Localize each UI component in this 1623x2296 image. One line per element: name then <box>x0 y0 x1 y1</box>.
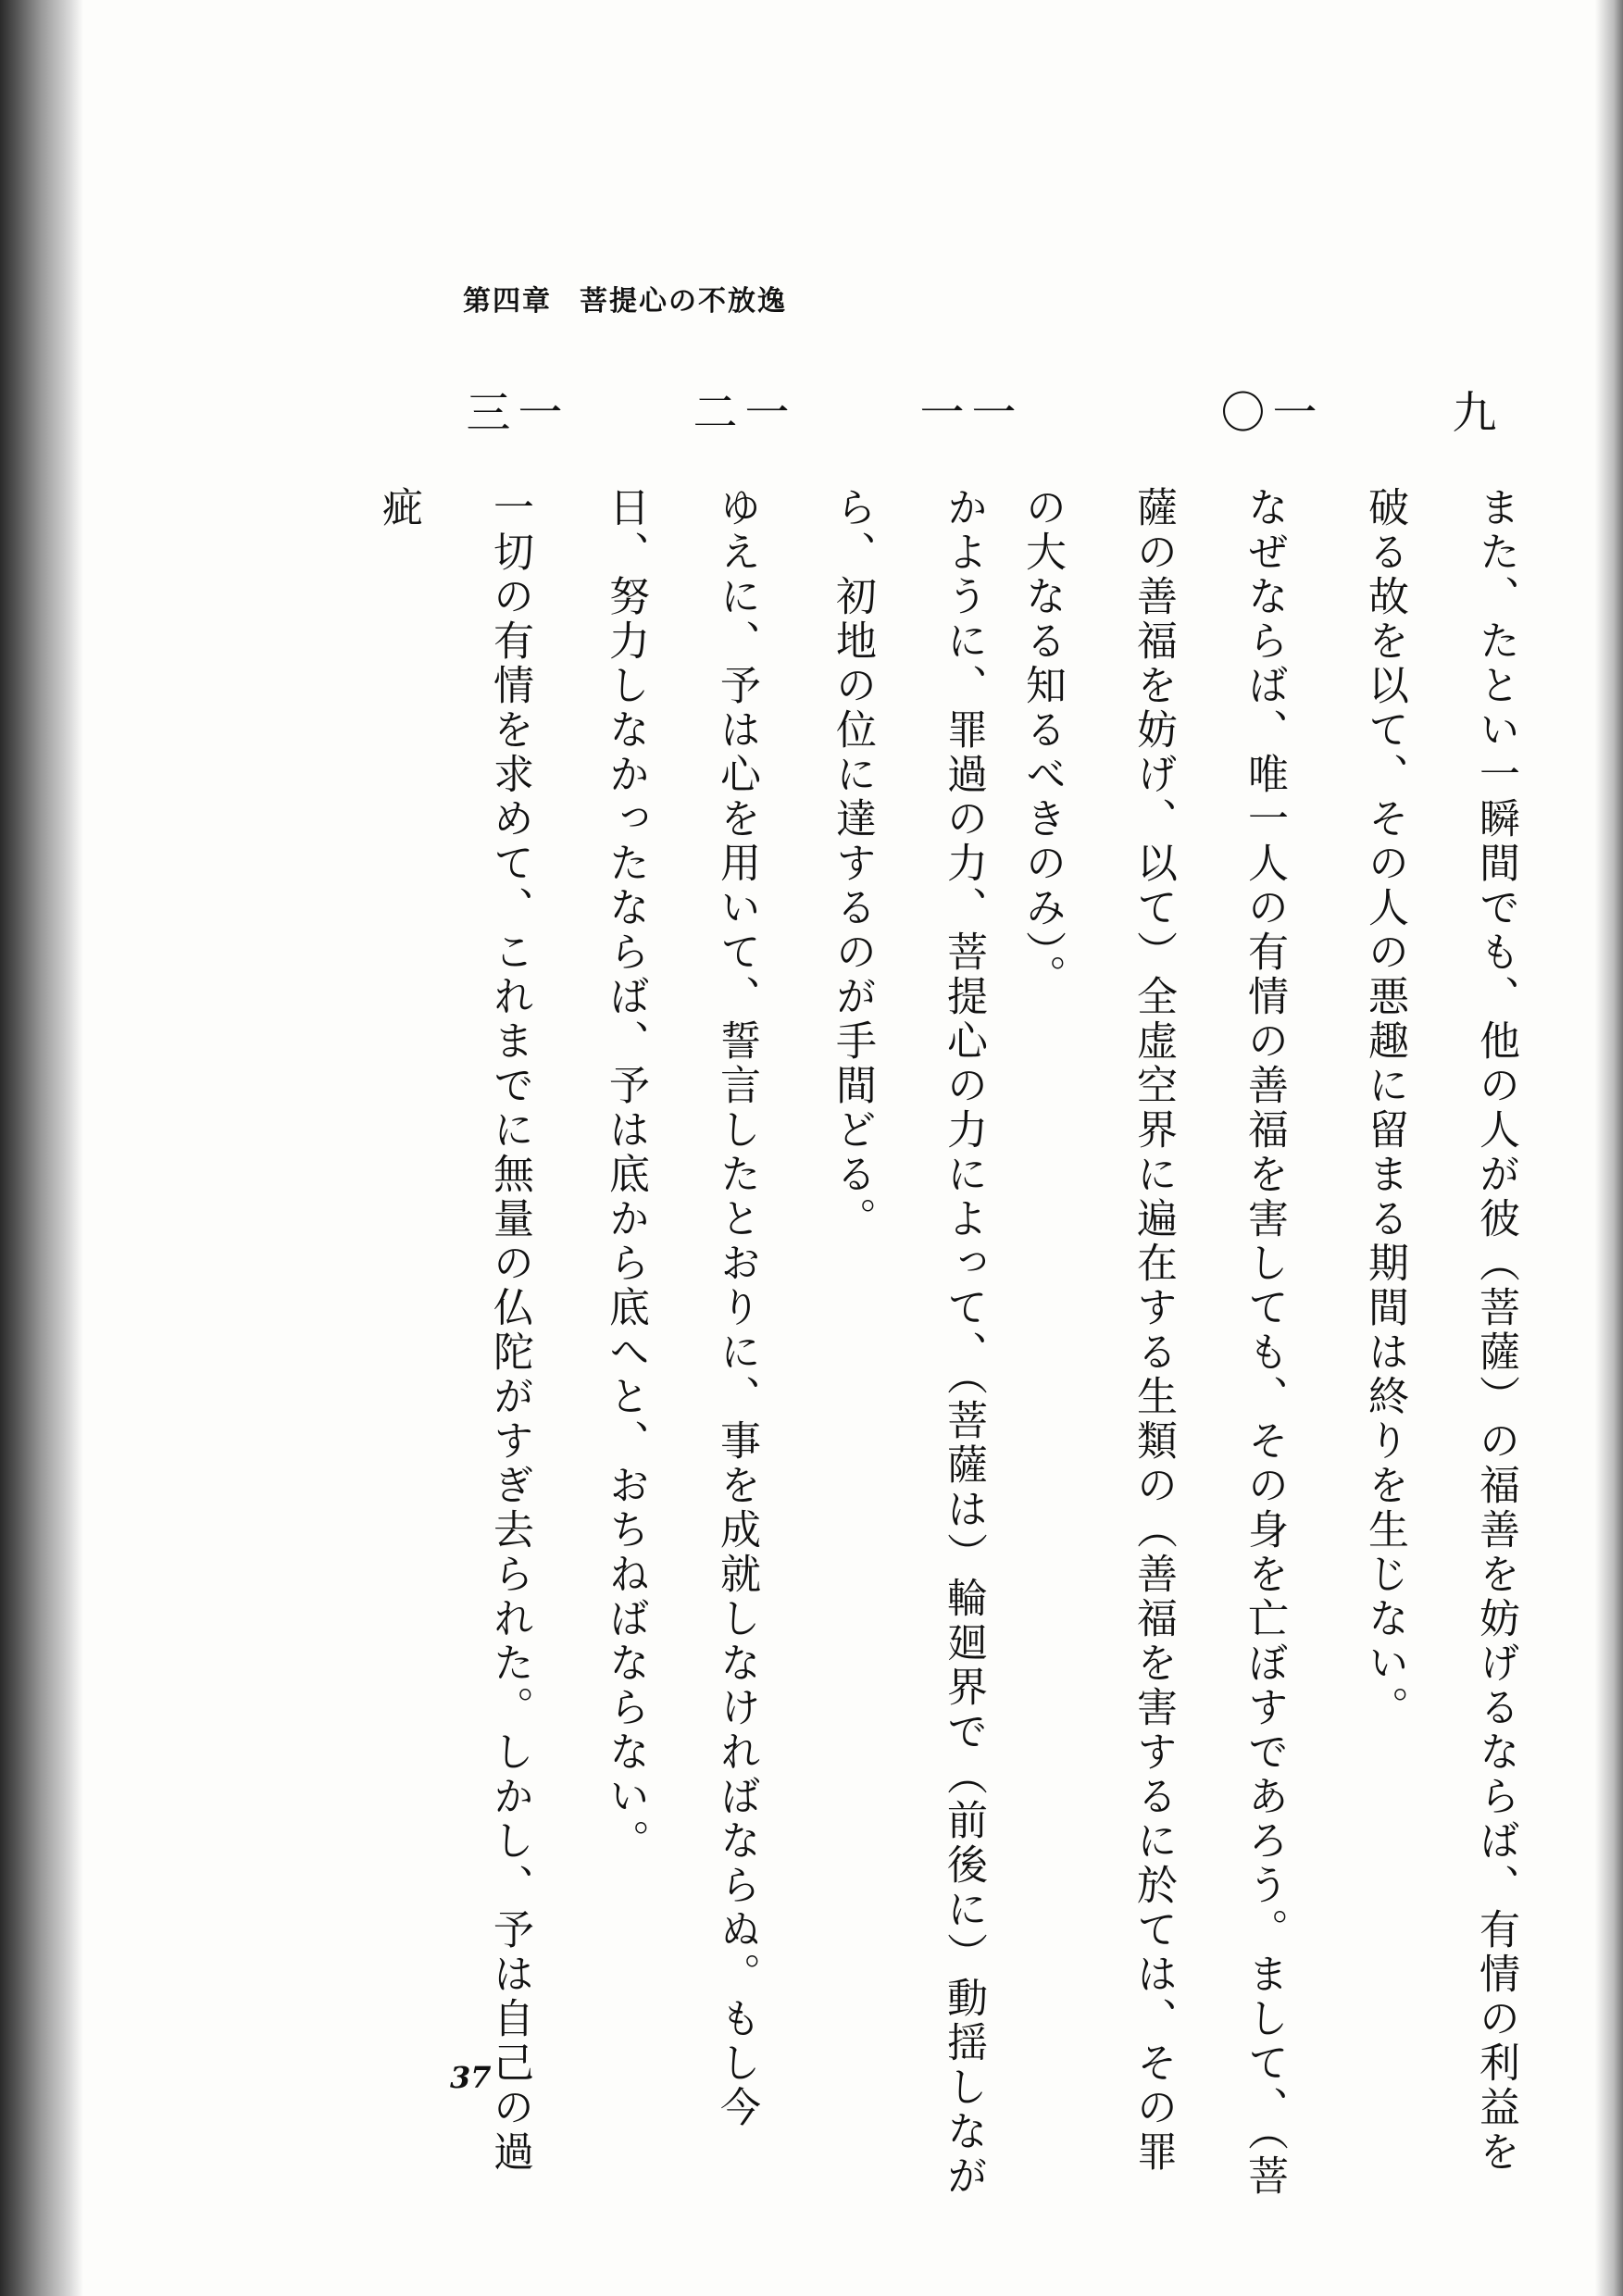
verse-number: 一一 <box>912 389 1016 435</box>
page-number: 37 <box>450 2060 492 2095</box>
verse-number: 一三 <box>458 389 562 435</box>
scan-edge-shadow <box>1595 0 1623 2296</box>
running-header <box>463 278 787 318</box>
verse-text: 一切の有情を求めて、これまでに無量の仏陀がすぎ去られた。しかし、予は自己の過疵 <box>375 486 533 2175</box>
chapter-title: 菩提心の不放逸 <box>580 285 787 318</box>
verse-text: また、たとい一瞬間でも、他の人が彼（菩薩）の福善を妨げるならば、有情の利益を破る故を以て、その人の悪趣に留まる期間は終りを生じない。 <box>1361 486 1519 2175</box>
verse-number: 九 <box>1444 389 1496 435</box>
chapter-label: 第四章 <box>463 285 552 318</box>
verse-text: かように、罪過の力、菩提心の力によって、（菩薩は）輪廻界で（前後に）動揺しながら、初地の位に達するのが手間どる。 <box>829 486 987 2199</box>
verse-number: 一二 <box>685 389 789 435</box>
scan-binding-shadow <box>0 0 83 2296</box>
verse-number: 一〇 <box>1213 389 1317 435</box>
verse-text: なぜならば、唯一人の有情の善福を害しても、その身を亡ぼすであろう。まして、（菩薩の善福を妨げ、以て）全虚空界に遍在する生類の（善福を害するに於ては、その罪の大なる知るべきのみ）。 <box>1018 486 1288 2199</box>
verse-text: ゆえに、予は心を用いて、誓言したとおりに、事を成就しなければならぬ。もし今日、努力しなかったならば、予は底から底へと、おちねばならない。 <box>602 486 760 2130</box>
